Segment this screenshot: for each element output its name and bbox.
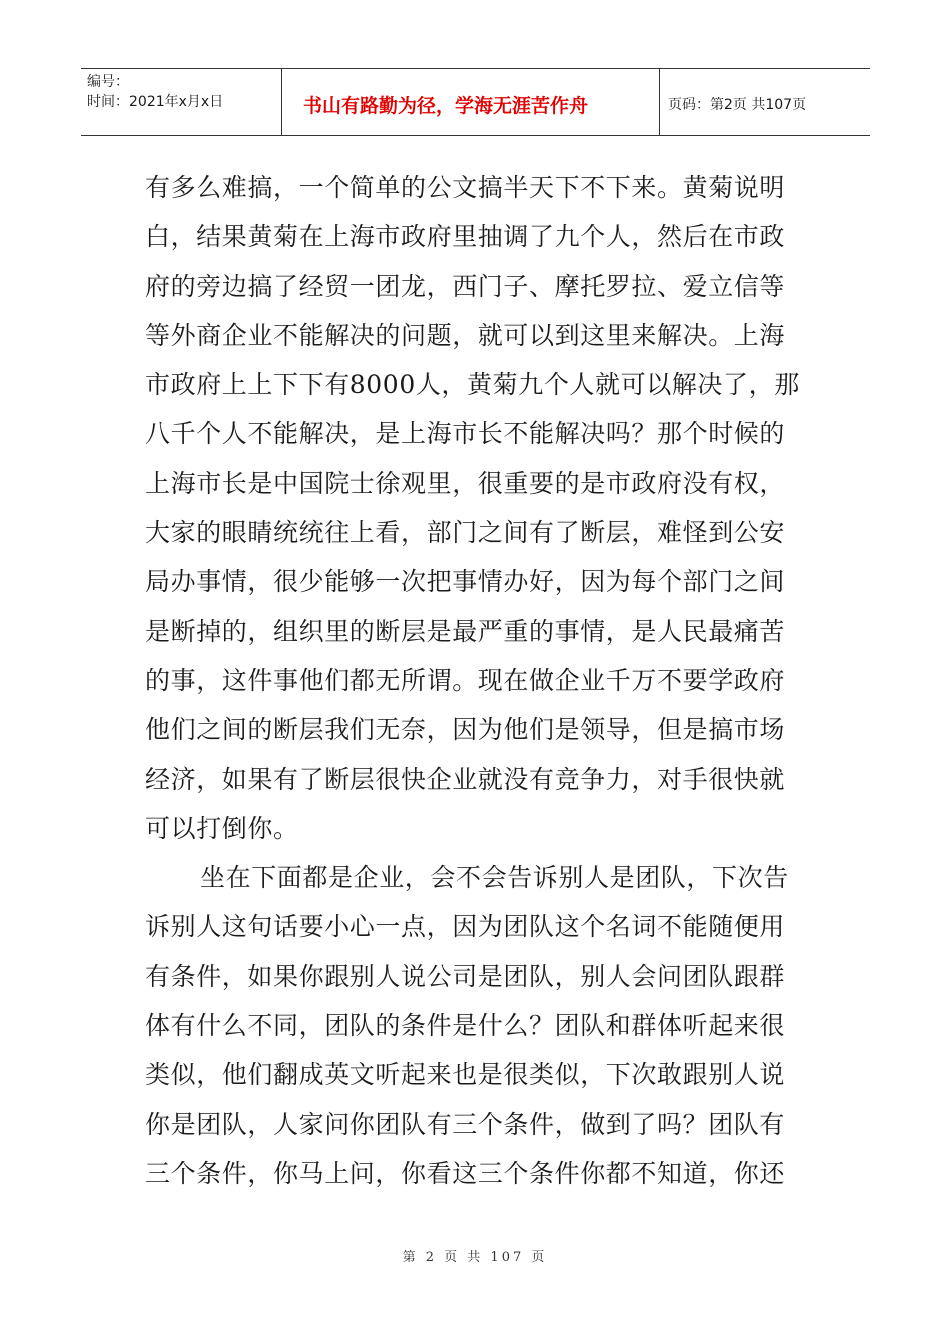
document-number-label: 编号： <box>87 74 129 90</box>
document-body <box>145 163 805 1198</box>
text-line: 有多么难搞，一个简单的公文搞半天下不下来。黄菊说明 <box>145 173 786 202</box>
text-line: 白，结果黄菊在上海市政府里抽调了九个人，然后在市政 <box>145 222 786 252</box>
text-line: 大家的眼睛统统往上看，部门之间有了断层，难怪到公安 <box>145 518 786 548</box>
page-header <box>81 68 870 136</box>
text-line: 府的旁边搞了经贸一团龙，西门子、摩托罗拉、爱立信等 <box>145 271 786 301</box>
text-line: 是断掉的，组织里的断层是最严重的事情，是人民最痛苦 <box>145 616 786 646</box>
text-line: 诉别人这句话要小心一点，因为团队这个名词不能随便用 <box>145 912 786 942</box>
paragraph-2 <box>145 853 805 1198</box>
text-line: 体有什么不同，团队的条件是什么？团队和群体听起来很 <box>145 1011 786 1041</box>
header-motto-cell <box>282 69 660 135</box>
header-page-cell <box>660 69 870 135</box>
text-line: 等外商企业不能解决的问题，就可以到这里来解决。上海 <box>145 320 786 350</box>
paragraph-1 <box>145 163 805 853</box>
page-footer: 第 2 页 共 107 页 <box>402 1250 548 1265</box>
text-line: 八千个人不能解决，是上海市长不能解决吗？那个时候的 <box>145 419 786 449</box>
header-page-info: 页码：第2页 共107页 <box>668 97 807 113</box>
text-line: 三个条件，你马上问，你看这三个条件你都不知道，你还 <box>145 1158 786 1188</box>
text-line: 你是团队，人家问你团队有三个条件，做到了吗？团队有 <box>145 1109 786 1139</box>
text-line: 的事，这件事他们都无所谓。现在做企业千万不要学政府 <box>145 665 786 695</box>
text-line: 类似，他们翻成英文听起来也是很类似，下次敢跟别人说 <box>145 1060 786 1090</box>
text-line: 局办事情，很少能够一次把事情办好，因为每个部门之间 <box>145 567 786 597</box>
text-line: 他们之间的断层我们无奈，因为他们是领导，但是搞市场 <box>145 715 786 745</box>
header-motto: 书山有路勤为径，学海无涯苦作舟 <box>303 94 589 117</box>
document-date-label: 时间：2021年x月x日 <box>87 94 224 110</box>
text-line: 坐在下面都是企业，会不会告诉别人是团队，下次告 <box>200 863 789 893</box>
text-line: 上海市长是中国院士徐观里，很重要的是市政府没有权， <box>145 468 786 498</box>
header-meta-cell <box>81 69 282 135</box>
text-line: 可以打倒你。 <box>145 813 299 843</box>
text-line: 经济，如果有了断层很快企业就没有竞争力，对手很快就 <box>145 764 786 794</box>
text-line: 有条件，如果你跟别人说公司是团队，别人会问团队跟群 <box>145 961 786 991</box>
text-line: 市政府上上下下有8000人，黄菊九个人就可以解决了，那 <box>145 370 800 400</box>
